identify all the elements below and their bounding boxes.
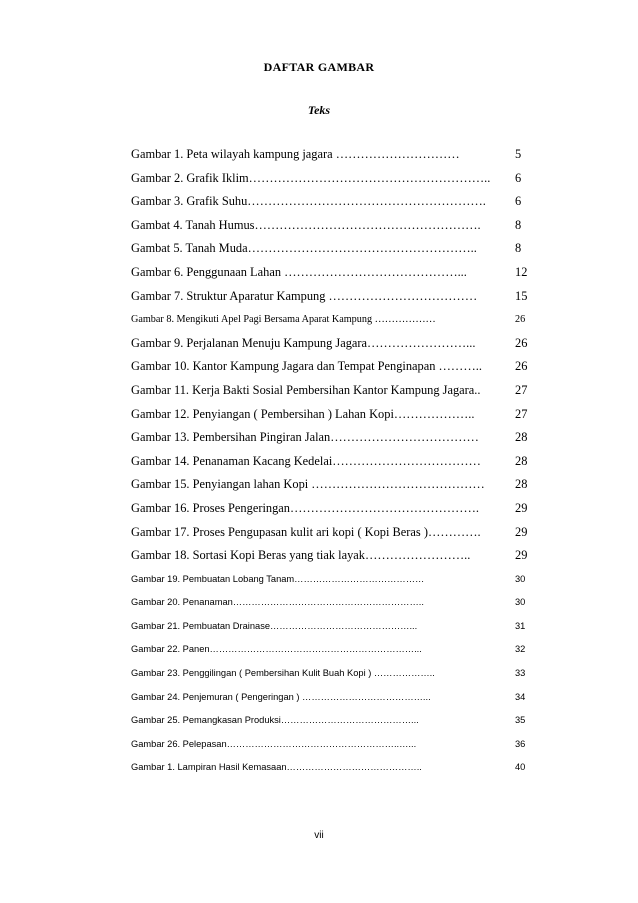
figure-page-number: 27 xyxy=(515,406,528,421)
list-item xyxy=(131,497,531,521)
list-item xyxy=(131,332,531,356)
list-item xyxy=(131,403,531,427)
figure-page-number: 29 xyxy=(515,524,528,539)
list-item xyxy=(131,190,531,214)
list-item xyxy=(131,709,531,733)
figure-label: Gambar 12. Penyiangan ( Pembersihan ) Lahan Kopi……………….. xyxy=(131,406,475,421)
figure-list xyxy=(131,143,531,780)
figure-label: Gambar 3. Grafik Suhu…………………………………………………. xyxy=(131,194,486,209)
figure-label: Gambar 23. Penggilingan ( Pembersihan Kulit Buah Kopi ) ……………….. xyxy=(131,668,435,679)
list-item xyxy=(131,662,531,686)
list-item xyxy=(131,450,531,474)
figure-page-number: 33 xyxy=(515,668,526,679)
figure-page-number: 28 xyxy=(515,430,528,445)
figure-page-number: 5 xyxy=(515,147,522,161)
figure-label: Gambar 24. Penjemuran ( Pengeringan ) …………………………………... xyxy=(131,691,431,702)
figure-page-number: 32 xyxy=(515,644,526,655)
figure-page-number: 27 xyxy=(515,382,528,397)
figure-page-number: 31 xyxy=(515,620,526,631)
list-item xyxy=(131,544,531,568)
figure-page-number: 8 xyxy=(515,217,522,232)
figure-label: Gambar 22. Panen…………………………………………………………... xyxy=(131,644,422,655)
list-item xyxy=(131,143,531,167)
list-item xyxy=(131,521,531,545)
figure-page-number: 26 xyxy=(515,314,526,326)
figure-page-number: 28 xyxy=(515,477,528,492)
page-title: DAFTAR GAMBAR xyxy=(263,60,375,74)
list-item xyxy=(131,686,531,710)
figure-page-number: 40 xyxy=(515,762,526,773)
figure-page-number: 26 xyxy=(515,335,528,350)
list-item xyxy=(131,756,531,780)
list-item xyxy=(131,733,531,757)
figure-page-number: 34 xyxy=(515,691,526,702)
figure-label: Gambar 15. Penyiangan lahan Kopi …………………………………… xyxy=(131,477,485,492)
figure-label: Gambar 18. Sortasi Kopi Beras yang tiak layak…………………….. xyxy=(131,548,471,563)
figure-page-number: 30 xyxy=(515,597,526,608)
figure-page-number: 26 xyxy=(515,359,528,374)
page-number: vii xyxy=(314,830,324,841)
figure-label: Gambar 17. Proses Pengupasan kulit ari kopi ( Kopi Beras )…………. xyxy=(131,524,481,539)
list-item xyxy=(131,308,531,332)
figure-page-number: 29 xyxy=(515,500,528,515)
figure-page-number: 8 xyxy=(515,241,522,256)
list-item xyxy=(131,638,531,662)
figure-label: Gambar 14. Penanaman Kacang Kedelai……………………………… xyxy=(131,453,481,468)
figure-label: Gambar 26. Pelepasan………………………………………………..…... xyxy=(131,738,417,749)
list-item xyxy=(131,591,531,615)
figure-label: Gambar 25. Pemangkasan Produksi……………………………………... xyxy=(131,715,419,726)
figure-page-number: 12 xyxy=(515,264,528,279)
list-item xyxy=(131,261,531,285)
list-item xyxy=(131,214,531,238)
list-item xyxy=(131,237,531,261)
figure-page-number: 36 xyxy=(515,738,526,749)
figure-label: Gambat 4. Tanah Humus………………………………………………. xyxy=(131,217,481,232)
figure-page-number: 15 xyxy=(515,288,528,303)
list-item xyxy=(131,473,531,497)
figure-label: Gambar 10. Kantor Kampung Jagara dan Tempat Penginapan ……….. xyxy=(131,359,482,374)
list-item xyxy=(131,426,531,450)
list-item xyxy=(131,167,531,191)
list-item xyxy=(131,615,531,639)
list-item xyxy=(131,285,531,309)
figure-label: Gambar 16. Proses Pengeringan………………………………………. xyxy=(131,500,479,515)
figure-page-number: 29 xyxy=(515,548,528,563)
figure-label: Gambar 19. Pembuatan Lobang Tanam…………………………………… xyxy=(131,573,425,584)
figure-label: Gambar 21. Pembuatan Drainase………………………………………... xyxy=(131,620,418,631)
list-item xyxy=(131,379,531,403)
figure-page-number: 30 xyxy=(515,573,526,584)
figure-page-number: 6 xyxy=(515,194,522,209)
figure-label: Gambar 1. Peta wilayah kampung jagara ………………………… xyxy=(131,147,460,161)
list-item xyxy=(131,568,531,592)
figure-label: Gambar 8. Mengikuti Apel Pagi Bersama Aparat Kampung ……………… xyxy=(131,314,436,326)
figure-label: Gambar 13. Pembersihan Pingiran Jalan……………………………… xyxy=(131,430,479,445)
figure-label: Gambar 9. Perjalanan Menuju Kampung Jagara……………………... xyxy=(131,335,476,350)
figure-label: Gambar 6. Penggunaan Lahan ……………………………………... xyxy=(131,264,467,279)
figure-label: Gambar 20. Penanaman…………………………………………………….. xyxy=(131,597,424,608)
section-subtitle: Teks xyxy=(307,103,331,117)
figure-label: Gambar 2. Grafik Iklim………………………………………………….. xyxy=(131,170,491,185)
figure-page-number: 28 xyxy=(515,453,528,468)
figure-page-number: 35 xyxy=(515,715,526,726)
figure-label: Gambat 5. Tanah Muda……………………………………………….. xyxy=(131,241,477,256)
figure-label: Gambar 11. Kerja Bakti Sosial Pembersihan Kantor Kampung Jagara.. xyxy=(131,382,481,397)
figure-label: Gambar 7. Struktur Aparatur Kampung ……………………………… xyxy=(131,288,478,303)
figure-label: Gambar 1. Lampiran Hasil Kemasaan…………………………………….. xyxy=(131,762,422,773)
figure-page-number: 6 xyxy=(515,170,522,185)
list-item xyxy=(131,355,531,379)
